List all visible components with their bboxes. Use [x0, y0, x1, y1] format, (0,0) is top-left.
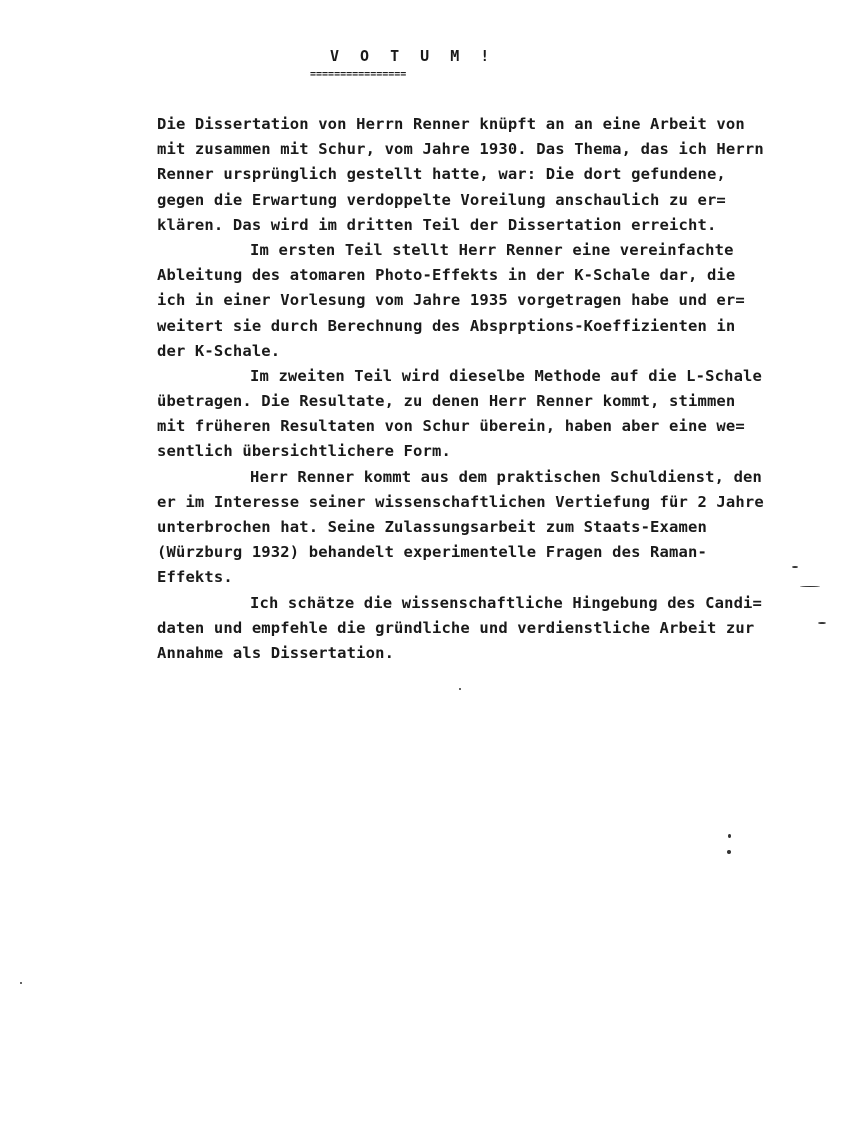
text-line: er im Interesse seiner wissenschaftlichen Vertiefung für 2 Jahre — [157, 492, 764, 511]
text-line: Annahme als Dissertation. — [157, 643, 395, 662]
text-line: unterbrochen hat. Seine Zulassungsarbeit zum Staats-Examen — [157, 518, 707, 536]
text-line: gegen die Erwartung verdoppelte Voreilung anschaulich zu er= — [157, 190, 726, 209]
scan-speck — [728, 834, 731, 838]
scan-speck — [20, 982, 22, 984]
text-line: Ableitung des atomaren Photo-Effekts in der K-Schale dar, die — [157, 266, 736, 285]
text-line: Im ersten Teil stellt Herr Renner eine vereinfachte — [250, 240, 734, 259]
text-line: klären. Das wird im dritten Teil der Dissertation erreicht. — [157, 215, 717, 234]
text-line: ich in einer Vorlesung vom Jahre 1935 vorgetragen habe und er= — [157, 291, 745, 310]
text-line: Herr Renner kommt aus dem praktischen Schuldienst, den — [250, 467, 763, 486]
text-line: mit früheren Resultaten von Schur überein, haben aber eine we= — [157, 417, 745, 436]
document-body — [157, 112, 827, 666]
scan-speck — [792, 566, 798, 568]
scan-speck — [800, 586, 820, 587]
text-line: sentlich übersichtlichere Form. — [157, 442, 451, 461]
text-line: Effekts. — [157, 568, 233, 587]
text-line: Renner ursprünglich gestellt hatte, war: Die dort gefundene, — [157, 165, 726, 184]
text-line: Ich schätze die wissenschaftliche Hingebung des Candi= — [250, 593, 763, 612]
scan-speck — [818, 622, 826, 624]
text-line: Die Dissertation von Herrn Renner knüpft an an eine Arbeit von — [157, 115, 745, 133]
scan-speck — [727, 850, 731, 854]
text-line: daten und empfehle die gründliche und verdienstliche Arbeit zur — [157, 618, 755, 637]
document-title: V O T U M ! — [330, 47, 496, 65]
text-line: Im zweiten Teil wird dieselbe Methode auf die L-Schale — [250, 366, 763, 385]
text-line: weitert sie durch Berechnung des Absprptions-Koeffizienten in — [157, 316, 736, 335]
text-line: (Würzburg 1932) behandelt experimentelle Fragen des Raman- — [157, 543, 707, 562]
text-line: übetragen. Die Resultate, zu denen Herr Renner kommt, stimmen — [157, 392, 736, 411]
text-line: der K-Schale. — [157, 341, 281, 360]
title-underline: ================ — [310, 69, 407, 80]
text-line: mit zusammen mit Schur, vom Jahre 1930. Das Thema, das ich Herrn — [157, 140, 764, 159]
scan-speck — [459, 688, 461, 690]
